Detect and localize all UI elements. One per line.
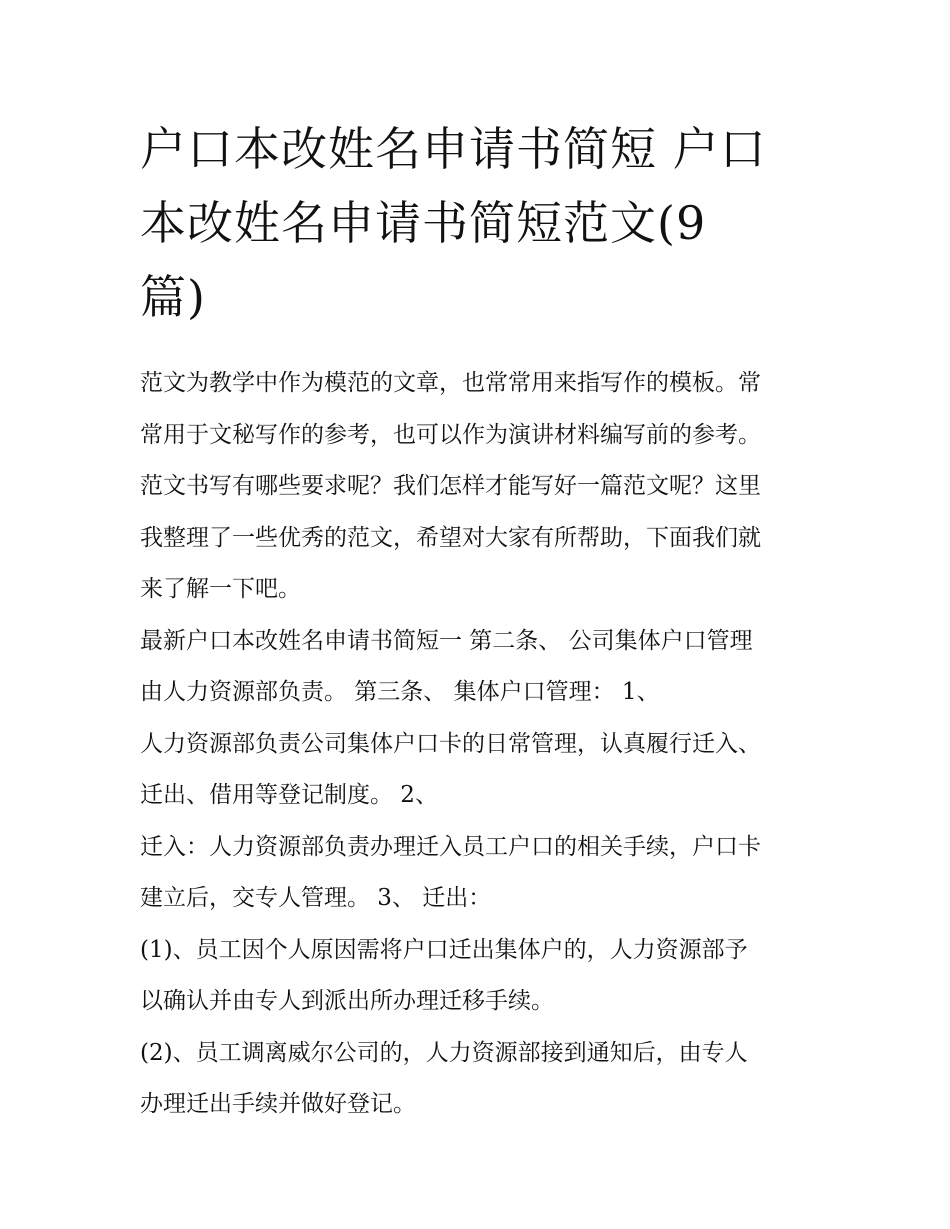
text-line: 最新户口本改姓名申请书简短一 第二条、 公司集体户口管理: [140, 627, 753, 654]
text-line: (1)、员工因个人原因需将户口迁出集体户的，人力资源部予: [140, 936, 748, 963]
text-line: 人力资源部负责公司集体户口卡的日常管理，认真履行迁入、: [140, 730, 761, 757]
article-paragraph: [140, 822, 820, 925]
text-line: 我整理了一些优秀的范文，希望对大家有所帮助，下面我们就: [140, 524, 761, 551]
article-paragraph: [140, 925, 820, 1028]
text-line: 范文为教学中作为模范的文章，也常常用来指写作的模板。常: [140, 370, 761, 396]
text-line: 以确认并由专人到派出所办理迁移手续。: [140, 988, 554, 1014]
text-line: 办理迁出手续并做好登记。: [140, 1091, 416, 1117]
document-title: [140, 112, 820, 334]
article-paragraph: [140, 1028, 820, 1131]
document-page: [140, 112, 820, 1131]
text-line: 范文书写有哪些要求呢？我们怎样才能写好一篇范文呢？这里: [140, 473, 761, 499]
title-line: 户口本改姓名申请书简短 户口: [140, 122, 767, 176]
text-line: 常用于文秘写作的参考，也可以作为演讲材料编写前的参考。: [140, 421, 761, 448]
document-body: [140, 358, 820, 1131]
intro-paragraph: [140, 358, 820, 616]
text-line: 迁出、借用等登记制度。 2、: [140, 782, 438, 808]
article-paragraph: [140, 719, 820, 822]
text-line: 迁入：人力资源部负责办理迁入员工户口的相关手续，户口卡: [140, 833, 761, 860]
text-line: 建立后，交专人管理。 3、 迁出：: [140, 885, 492, 911]
text-line: (2)、员工调离威尔公司的，人力资源部接到通知后，由专人: [140, 1039, 748, 1066]
text-line: 由人力资源部负责。 第三条、 集体户口管理： 1、: [140, 679, 660, 705]
article-paragraph: [140, 616, 820, 719]
title-line: 篇): [140, 270, 206, 324]
text-line: 来了解一下吧。: [140, 576, 301, 602]
title-line: 本改姓名申请书简短范文(9: [140, 196, 707, 250]
